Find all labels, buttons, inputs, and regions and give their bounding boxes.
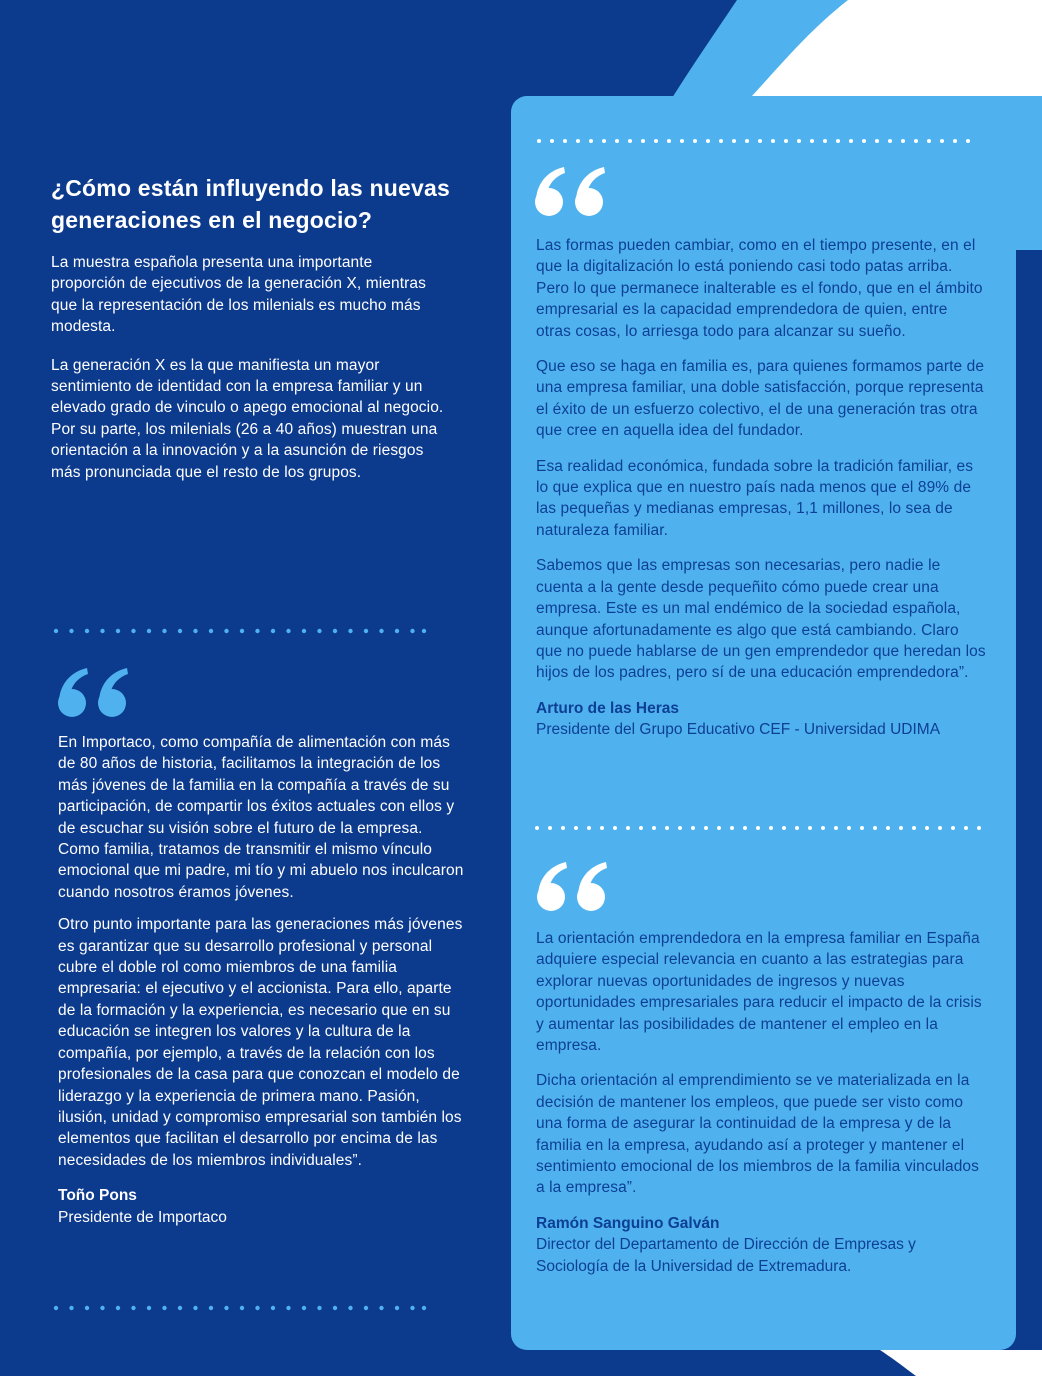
quote-sanguino-paragraph-1: La orientación emprendedora en la empresa familiar en España adquiere especial relevancia en cuanto a las estrategias para explorar nuevas oportunidades de ingresos y nuevas oportunidades empresariales para reducir el impacto de la crisis y aumentar las posibilidades de mantener el empleo en la empresa. [536, 930, 982, 1055]
quote-heras-author: Arturo de las Heras [536, 699, 679, 717]
dotted-divider-card-top [536, 138, 976, 144]
quote-sanguino [536, 928, 986, 1277]
dotted-divider-left-bottom [53, 1305, 427, 1311]
quote-pons [58, 732, 466, 1228]
quote-heras-paragraph-4: Sabemos que las empresas son necesarias, pero nadie le cuenta a la gente desde pequeñito cómo puede crear una empresa. Este es un mal endémico de la sociedad española, aunque afortunadamente es algo que está cambiando. Claro que no puede hablarse de un gen emprendedor que heredan los hijos de los padres, pero sí de una educación emprendedora”. [536, 557, 986, 682]
intro-section [51, 172, 451, 500]
quote-pons-paragraph-2: Otro punto importante para las generaciones más jóvenes es garantizar que su desarrollo profesional y personal cubre el doble rol como miembros de una familia empresaria: el ejecutivo y el accionista. Para ello, aparte de la formación y la experiencia, es necesario que en su educación se integren los valores y la cultura de la compañía, por ejemplo, a través de la relación con los profesionales de la casa para que conozcan el modelo de liderazgo y la experiencia de primera mano. Pasión, ilusión, unidad y compromiso empresarial son también los elementos que facilitan el desarrollo por encima de las necesidades de los miembros individuales”. [58, 916, 463, 1169]
quote-pons-paragraph-1: En Importaco, como compañía de alimentación con más de 80 años de historia, facilitamos la integración de los más jóvenes de la familia en la compañía a través de su participación, de compartir los éxitos actuales con ellos y de escuchar su visión sobre el futuro de la empresa. Como familia, tratamos de transmitir el mismo vínculo emocional que mi padre, mi tío y mi abuelo nos inculcaron cuando nosotros éramos jóvenes. [58, 734, 464, 901]
quote-heras-paragraph-3: Esa realidad económica, fundada sobre la tradición familiar, es lo que explica que en nuestro país nada menos que el 89% de las pequeñas y medianas empresas, 1,1 millones, lo sea de naturaleza familiar. [536, 457, 974, 539]
quote-mark-icon [535, 167, 605, 217]
intro-paragraph-1: La muestra española presenta una importante proporción de ejecutivos de la generación X, mientras que la representación de los milenials es mucho más modesta. [51, 254, 426, 336]
quote-sanguino-role: Director del Departamento de Dirección de Empresas y Sociología de la Universidad de Extremadura. [536, 1236, 916, 1275]
quote-heras-paragraph-2: Que eso se haga en familia es, para quienes formamos parte de una empresa familiar, una doble satisfacción, porque representa el éxito de un esfuerzo colectivo, el de una generación tras otra que cree en aquella idea del fundador. [536, 358, 985, 440]
quote-pons-role: Presidente de Importaco [58, 1208, 227, 1226]
quote-mark-icon [537, 862, 607, 912]
dotted-divider-left-top [53, 628, 427, 634]
quote-sanguino-paragraph-2: Dicha orientación al emprendimiento se ve materializada en la decisión de mantener los empleos, que puede ser visto como una forma de asegurar la continuidad de la empresa y de la familia en la empresa, ayudando así a proteger y mantener el sentimiento emocional de los miembros de la familia vinculados a la empresa”. [536, 1072, 979, 1197]
quote-heras-paragraph-1: Las formas pueden cambiar, como en el tiempo presente, en el que la digitalización lo está poniendo casi todo patas arriba. Pero lo que permanece inalterable es el fondo, que en el ámbito empresarial es la capacidad emprendedora de quien, entre otras cosas, lo arriesga todo para alcanzar su sueño. [536, 237, 983, 340]
dotted-divider-card-middle [534, 825, 988, 831]
quote-pons-author: Toño Pons [58, 1187, 137, 1205]
quote-sanguino-author: Ramón Sanguino Galván [536, 1214, 720, 1232]
section-heading: ¿Cómo están influyendo las nuevas generaciones en el negocio? [51, 175, 450, 233]
quote-heras-role: Presidente del Grupo Educativo CEF - Universidad UDIMA [536, 721, 941, 739]
intro-paragraph-2: La generación X es la que manifiesta un mayor sentimiento de identidad con la empresa familiar y un elevado grado de vinculo o apego emocional al negocio. Por su parte, los milenials (26 a 40 años) muestran una orientación a la innovación y a la asunción de riesgos más pronunciada que el resto de los grupos. [51, 356, 444, 481]
quote-mark-icon [58, 668, 128, 718]
bottom-white-corner [880, 1350, 1042, 1376]
quote-heras [536, 235, 986, 741]
